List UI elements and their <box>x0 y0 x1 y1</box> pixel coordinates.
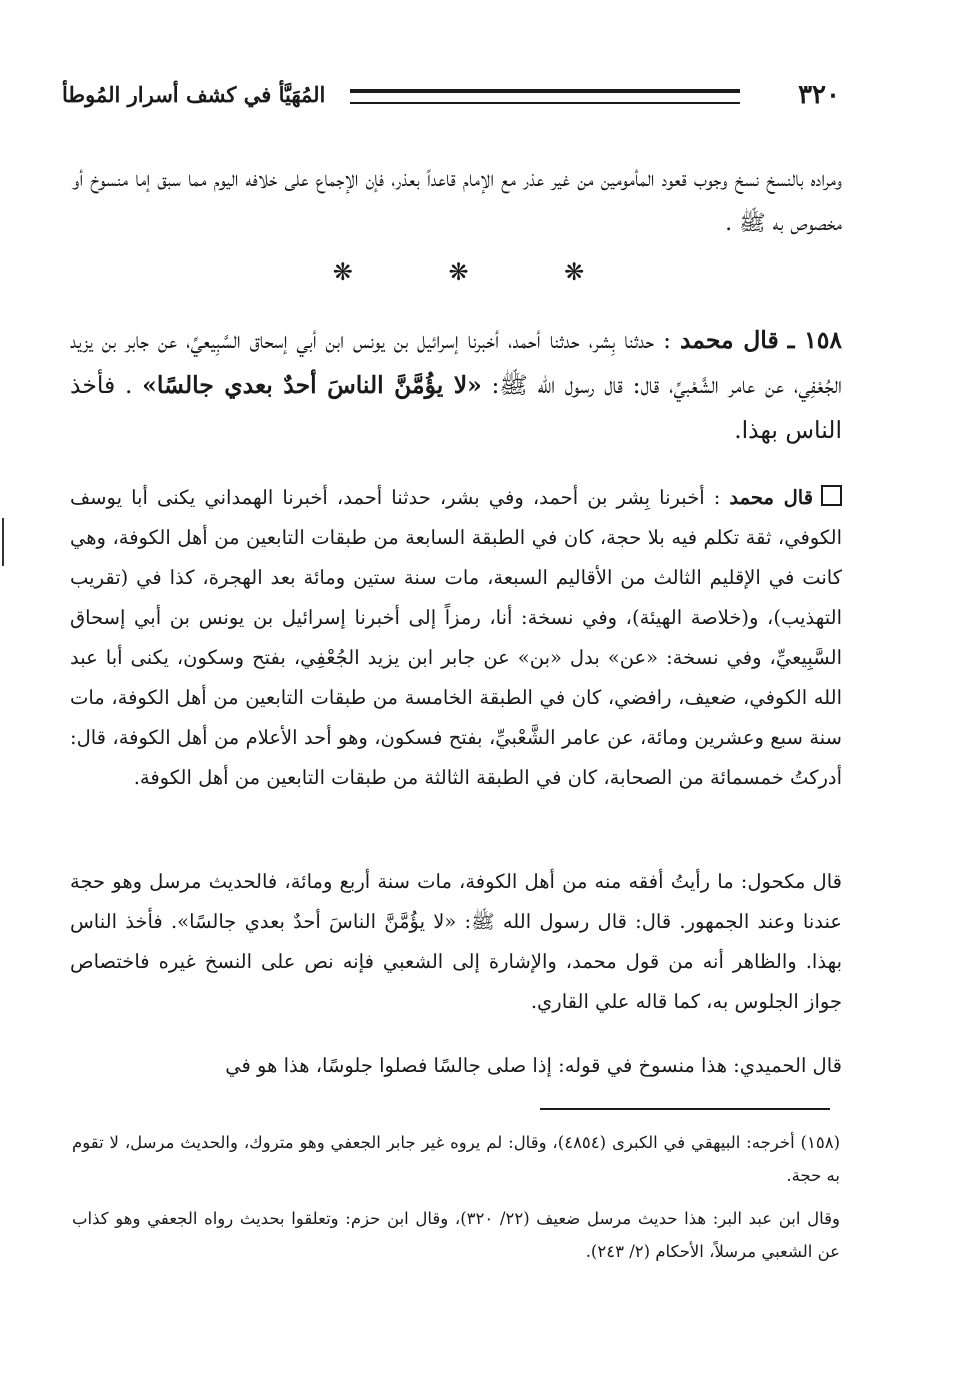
hadith-chain: : حدثنا بِشر، حدثنا أحمد، أخبرنا إسرائيل بن يونس ابن أبي إسحاق السَّبِيعيِّ، عن جابر بن يزيد الجُعْفِي، عن عامر الشَّعْبيِّ، قال: قال رسول الله ﷺ: <box>70 326 842 399</box>
section-separator: ❋ ❋ ❋ <box>332 258 629 286</box>
footnote-1: (١٥٨) أخرجه: البيهقي في الكبرى (٤٨٥٤)، وقال: لم يروه غير جابر الجعفي وهو متروك، والحديث مرسل، لا تقوم به حجة. <box>72 1133 841 1185</box>
commentary-speaker: قال محمد <box>729 486 814 509</box>
hadith-ending: . فأخذ الناس بهذا. <box>70 371 842 444</box>
commentary-text-2: قال مكحول: ما رأيتُ أفقه منه من أهل الكوفة، مات سنة أربع ومائة، فالحديث مرسل وهو حجة عندنا وعند الجمهور. قال: قال رسول الله ﷺ: «لا يؤُمَّنَّ الناسَ أحدٌ بعدي جالسًا». فأخذ الناس بهذا. والظاهر أنه من قول محمد، والإشارة إلى الشعبي فإنه نص على النسخ غيره فاختصاص جواز الجلوس به، كما قاله علي القاري. <box>70 870 842 1013</box>
commentary-paragraph-2 <box>70 862 842 1022</box>
hadith-number: ١٥٨ ـ <box>787 326 842 354</box>
hadith-speaker: قال محمد <box>679 326 779 354</box>
page-number: ٣٢٠ <box>798 80 840 110</box>
page-header <box>62 76 840 116</box>
commentary-text: : أخبرنا بِشر بن أحمد، وفي بشر، حدثنا أحمد، أخبرنا الهمداني يكنى أبا يوسف الكوفي، ثقة تكلم فيه بلا حجة، كان في الطبقة السابعة من طبقات التابعين من أهل الكوفة، وهي كانت في الإقليم الثالث من الأقاليم السبعة، مات سنة ستين ومائة بعد الهجرة، كذا في (تقريب التهذيب)، و(خلاصة الهيئة)، وفي نسخة: أنا، رمزاً إلى أخبرنا إسرائيل بن يونس بن أبي إسحاق السَّبِيعيِّ، وفي نسخة: «عن» بدل «بن» عن جابر ابن يزيد الجُعْفِي، بفتح وسكون، يكنى أبا عبد الله الكوفي، ضعيف، رافضي، كان في الطبقة الخامسة من طبقات التابعين من أهل الكوفة، مات سنة سبع وعشرين ومائة، عن عامر الشَّعْبيِّ، بفتح فسكون، وهو أحد الأعلام من أهل الكوفة، قال: أدركتُ خمسمائة من الصحابة، كان في الطبقة الثالثة من طبقات التابعين من أهل الكوفة. <box>70 486 842 789</box>
header-rule <box>350 89 740 104</box>
footnote-rule <box>540 1108 830 1110</box>
hadith-paragraph <box>70 318 842 453</box>
margin-mark <box>2 518 4 566</box>
commentary-paragraph-3 <box>70 1046 842 1086</box>
intro-text: ومراده بالنسخ نسخ وجوب قعود المأمومين من غير عذر مع الإمام قاعداً بعذر، فإن الإجماع على خلافه اليوم مما سبق إما منسوخ أو مخصوص به ﷺ . <box>72 167 842 236</box>
hadith-matn: «لا يؤُمَّنَّ الناسَ أحدٌ بعدي جالسًا» <box>142 371 482 399</box>
commentary-box-icon <box>821 485 842 506</box>
intro-paragraph <box>72 158 842 246</box>
commentary-paragraph <box>70 478 842 798</box>
commentary-text-3: قال الحميدي: هذا منسوخ في قوله: إذا صلى جالسًا فصلوا جلوسًا، هذا هو في <box>225 1054 842 1077</box>
running-title: المُهَيَّأ في كشف أسرار المُوطأ <box>62 82 326 107</box>
footnote-2: وقال ابن عبد البر: هذا حديث مرسل ضعيف (٢٢/ ٣٢٠)، وقال ابن حزم: وتعلقوا بحديث رواه الجعفي وهو كذاب عن الشعبي مرسلاً، الأحكام (٢/ ٢٤٣). <box>72 1209 840 1261</box>
